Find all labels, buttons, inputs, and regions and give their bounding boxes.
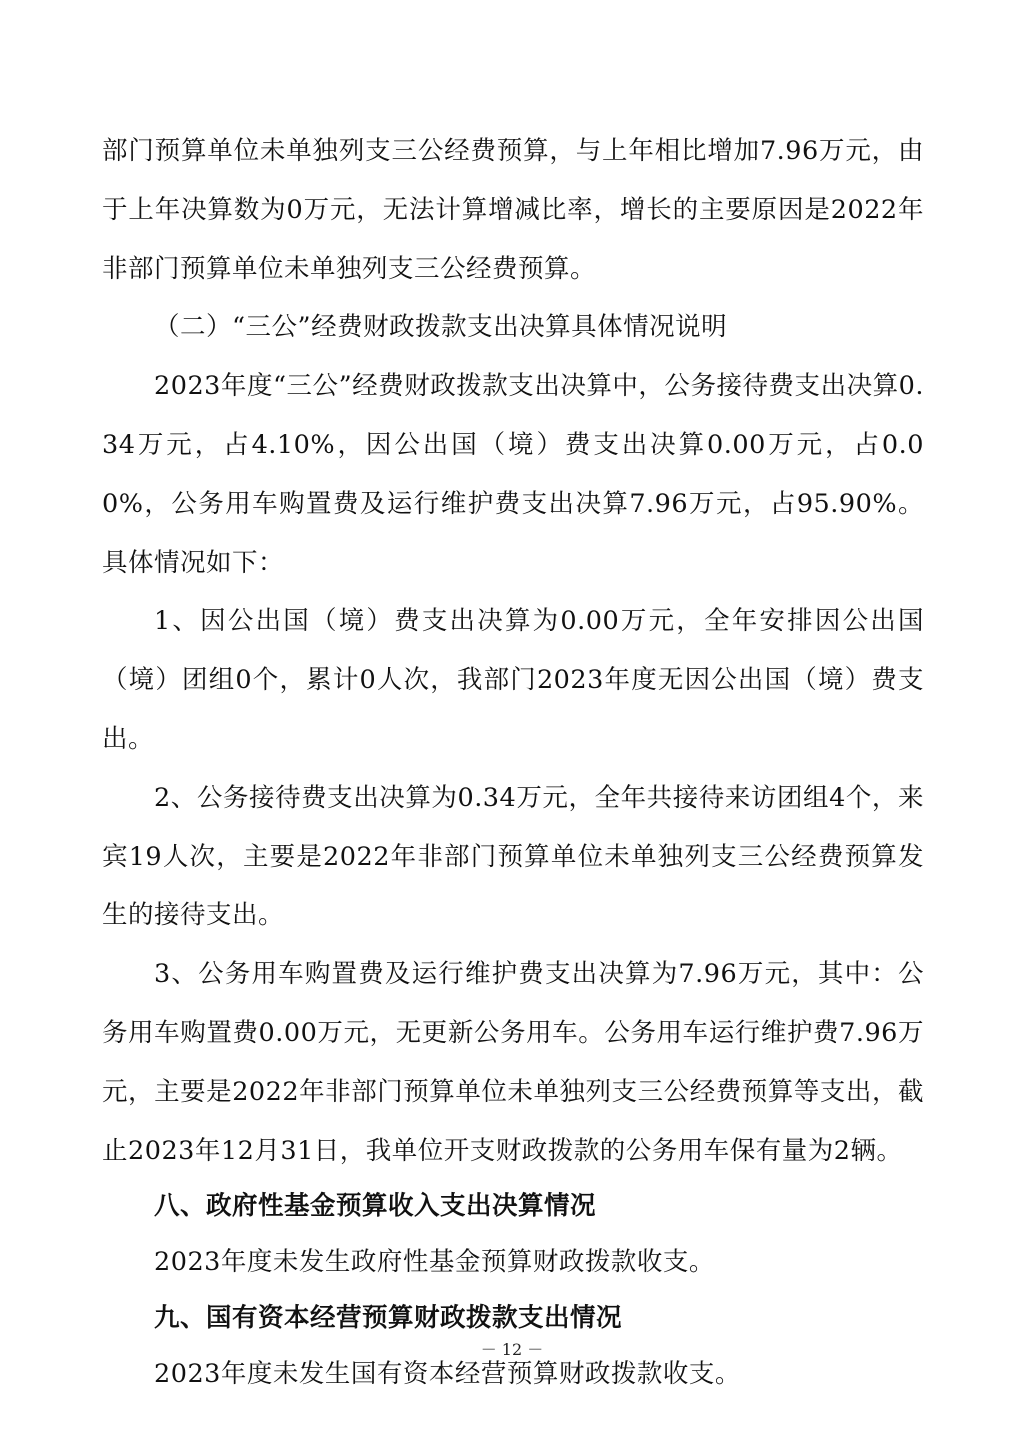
section-heading-9: 九、国有资本经营预算财政拨款支出情况 [154, 1303, 623, 1334]
section-8-body: 2023年度未发生政府性基金预算财政拨款收支。 [154, 1247, 715, 1278]
subsection-title: （二）“三公”经费财政拨款支出决算具体情况说明 [154, 312, 728, 343]
page-number: － 12 － [480, 1340, 544, 1359]
section-9-body: 2023年度未发生国有资本经营预算财政拨款收支。 [154, 1359, 741, 1390]
paragraph-summary: 2023年度“三公”经费财政拨款支出决算中，公务接待费支出决算0.34万元，占4.10%，因公出国（境）费支出决算0.00万元，占0.00%，公务用车购置费及运行维护费支出决算7.96万元，占95.90%。具体情况如下： [102, 371, 924, 578]
paragraph-item-2: 2、公务接待费支出决算为0.34万元，全年共接待来访团组4个，来宾19人次，主要是2022年非部门预算单位未单独列支三公经费预算发生的接待支出。 [102, 782, 924, 931]
paragraph-item-1: 1、因公出国（境）费支出决算为0.00万元，全年安排因公出国（境）团组0个，累计0人次，我部门2023年度无因公出国（境）费支出。 [102, 606, 924, 754]
paragraph-continuation: 部门预算单位未单独列支三公经费预算，与上年相比增加7.96万元，由于上年决算数为0万元，无法计算增减比率，增长的主要原因是2022年非部门预算单位未单独列支三公经费预算。 [102, 136, 924, 284]
section-heading-8: 八、政府性基金预算收入支出决算情况 [154, 1191, 597, 1222]
paragraph-item-3: 3、公务用车购置费及运行维护费支出决算为7.96万元，其中：公务用车购置费0.00万元，无更新公务用车。公务用车运行维护费7.96万元，主要是2022年非部门预算单位未单独列支三公经费预算等支出，截止2023年12月31日，我单位开支财政拨款的公务用车保有量为2辆。 [102, 959, 924, 1166]
document-page [102, 122, 924, 1404]
